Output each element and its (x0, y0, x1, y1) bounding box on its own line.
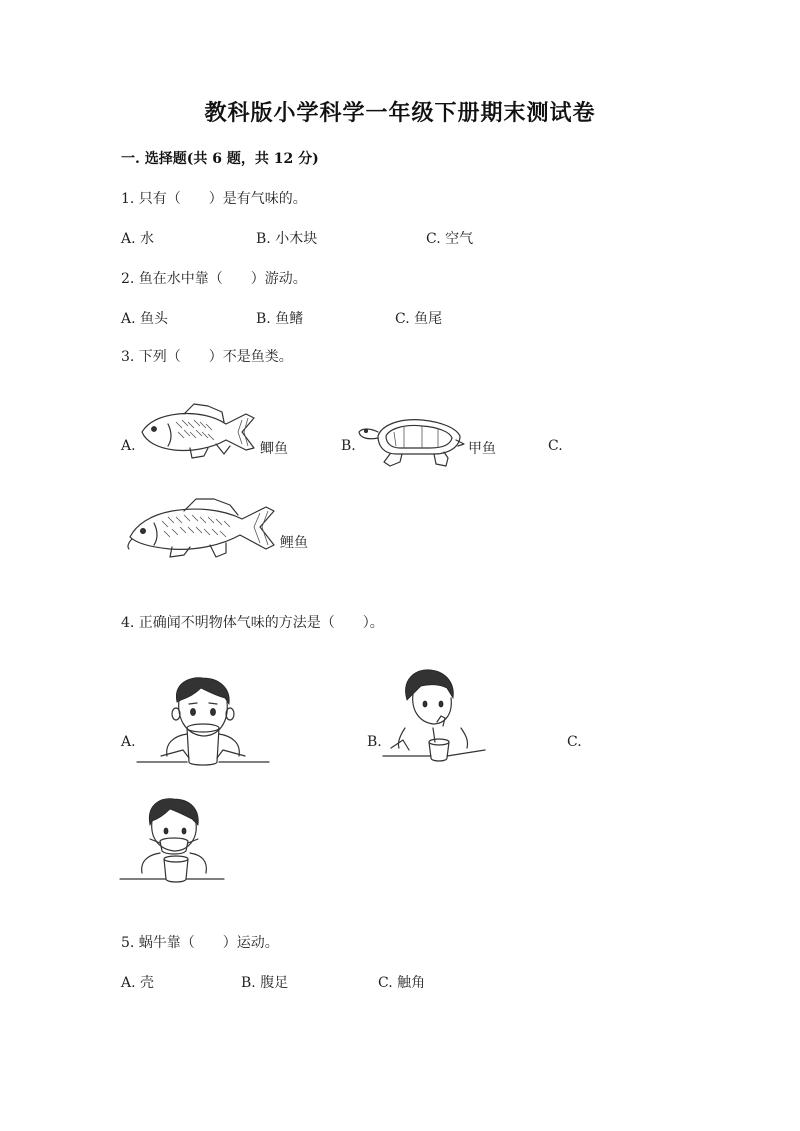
q1-option-c[interactable]: C. 空气 (426, 231, 474, 247)
goldfish-icon (138, 402, 260, 460)
q2-option-c[interactable]: C. 鱼尾 (395, 311, 443, 327)
q4-option-c[interactable]: C. (567, 734, 582, 750)
q1-option-a[interactable]: A. 水 (121, 231, 155, 247)
girl-wafting-cup-icon (383, 668, 485, 764)
section-heading: 一. 选择题(共 6 题，共 12 分) (121, 151, 319, 167)
q5-option-b[interactable]: B. 腹足 (241, 975, 289, 991)
q2-option-a[interactable]: A. 鱼头 (121, 311, 169, 327)
q3-option-b[interactable]: B. (341, 438, 356, 454)
q4-option-b[interactable]: B. (367, 734, 382, 750)
question-2: 2. 鱼在水中靠（ ）游动。 (121, 271, 307, 287)
q5-option-a[interactable]: A. 壳 (121, 975, 155, 991)
q3-caption-a: 鲫鱼 (260, 441, 288, 457)
q5-option-c[interactable]: C. 触角 (378, 975, 426, 991)
q4-option-a[interactable]: A. (121, 734, 136, 750)
q2-option-b[interactable]: B. 鱼鳍 (256, 311, 304, 327)
q3-caption-c: 鲤鱼 (280, 535, 308, 551)
question-1: 1. 只有（ ）是有气味的。 (121, 191, 307, 207)
q3-option-a[interactable]: A. (121, 438, 136, 454)
question-4: 4. 正确闻不明物体气味的方法是（ ）。 (121, 615, 384, 631)
boy-masked-cup-icon (120, 797, 224, 885)
q3-caption-b: 甲鱼 (468, 441, 496, 457)
turtle-icon (356, 414, 466, 470)
question-5: 5. 蜗牛靠（ ）运动。 (121, 935, 279, 951)
question-3: 3. 下列（ ）不是鱼类。 (121, 349, 293, 365)
boy-sniffing-cup-icon (137, 676, 269, 771)
carp-icon (126, 495, 278, 563)
page-title: 教科版小学科学一年级下册期末测试卷 (204, 100, 596, 126)
q3-option-c[interactable]: C. (548, 438, 563, 454)
q1-option-b[interactable]: B. 小木块 (256, 231, 318, 247)
